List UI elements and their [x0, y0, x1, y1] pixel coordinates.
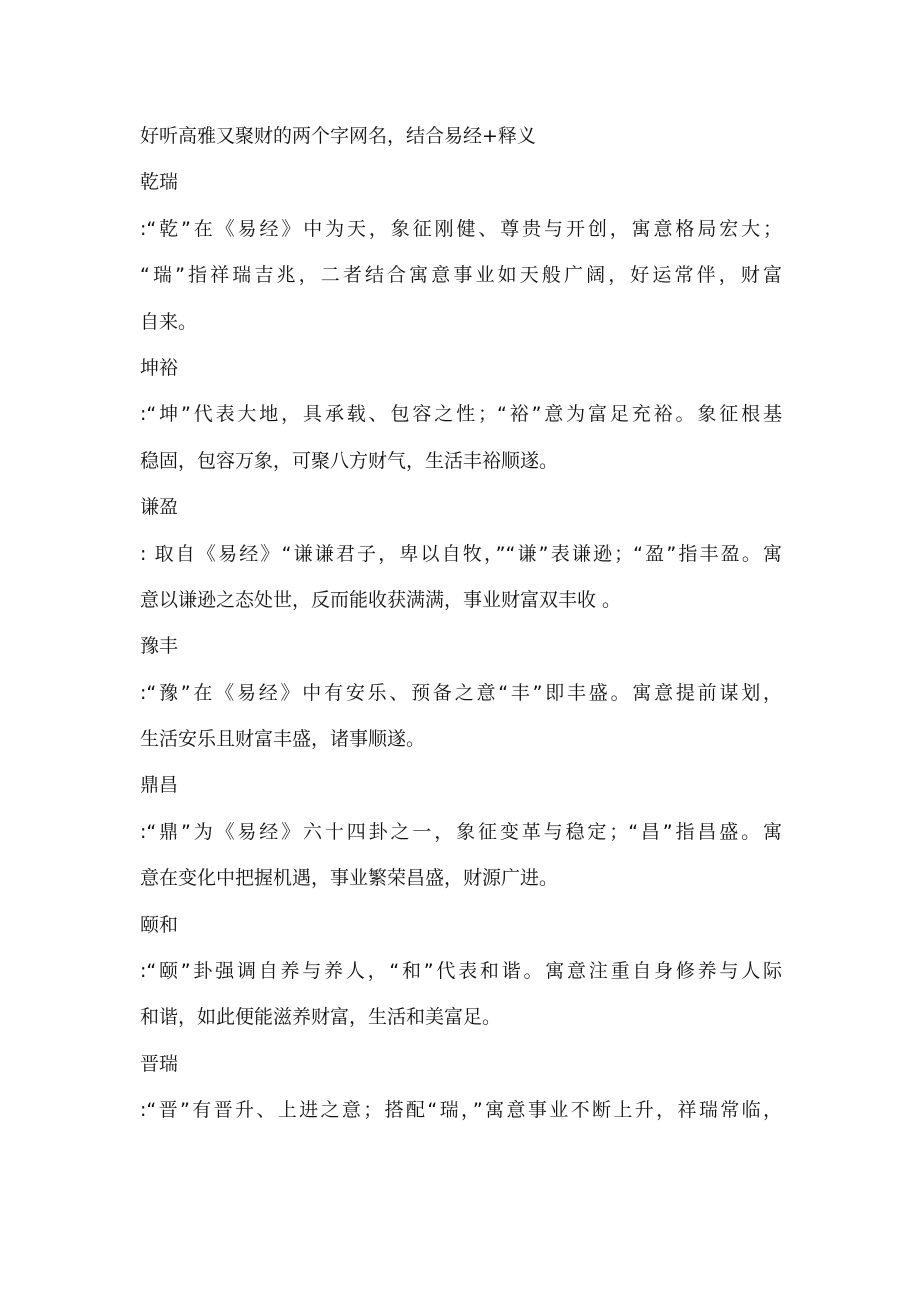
entry-text-line: :“鼎”为《易经》六十四卦之一，象征变革与稳定；“昌”指昌盛。寓 [140, 820, 782, 843]
entry-text-line: 意在变化中把握机遇，事业繁荣昌盛，财源广进。 [140, 867, 559, 890]
entry-name: 乾瑞 [140, 171, 179, 194]
entry-text-line: :“坤”代表大地，具承载、包容之性；“裕”意为富足充裕。象征根基 [140, 403, 782, 426]
entry-name: 坤裕 [140, 356, 179, 379]
entry-text-line: 意以谦逊之态处世，反而能收获满满，事业财富双丰收 。 [140, 588, 622, 611]
entry-text-line: :“晋”有晋升、上进之意；搭配“瑞，”寓意事业不断上升，祥瑞常临， [140, 1099, 782, 1122]
entry-name: 晋瑞 [140, 1052, 179, 1075]
document-body [140, 113, 790, 1134]
entry-text-line: 和谐，如此便能滋养财富，生活和美富足。 [140, 1006, 502, 1029]
entry-text-line: :“颐”卦强调自养与养人，“和”代表和谐。寓意注重自身修养与人际 [140, 960, 782, 983]
entry-name: 豫丰 [140, 635, 179, 658]
entry-text-line: :“豫”在《易经》中有安乐、预备之意“丰”即丰盛。寓意提前谋划， [140, 681, 782, 704]
entry-text-line: 生活安乐且财富丰盛，诸事顺遂。 [140, 728, 426, 751]
entry-text-line: 自来。 [140, 310, 198, 333]
entry-text-line: :“乾”在《易经》中为天，象征刚健、尊贵与开创，寓意格局宏大； [140, 217, 782, 240]
entry-text-line: : 取自《易经》“谦谦君子，卑以自牧，”“谦”表谦逊；“盈”指丰盈。寓 [140, 542, 782, 565]
entry-text-line: 稳固，包容万象，可聚八方财气，生活丰裕顺遂。 [140, 449, 559, 472]
entry-name: 谦盈 [140, 496, 179, 519]
entry-text-line: “瑞”指祥瑞吉兆，二者结合寓意事业如天般广阔，好运常伴，财富 [140, 264, 782, 287]
entry-name: 颐和 [140, 913, 179, 936]
document-title: 好听高雅又聚财的两个字网名，结合易经+释义 [140, 125, 536, 147]
entry-name: 鼎昌 [140, 774, 179, 797]
